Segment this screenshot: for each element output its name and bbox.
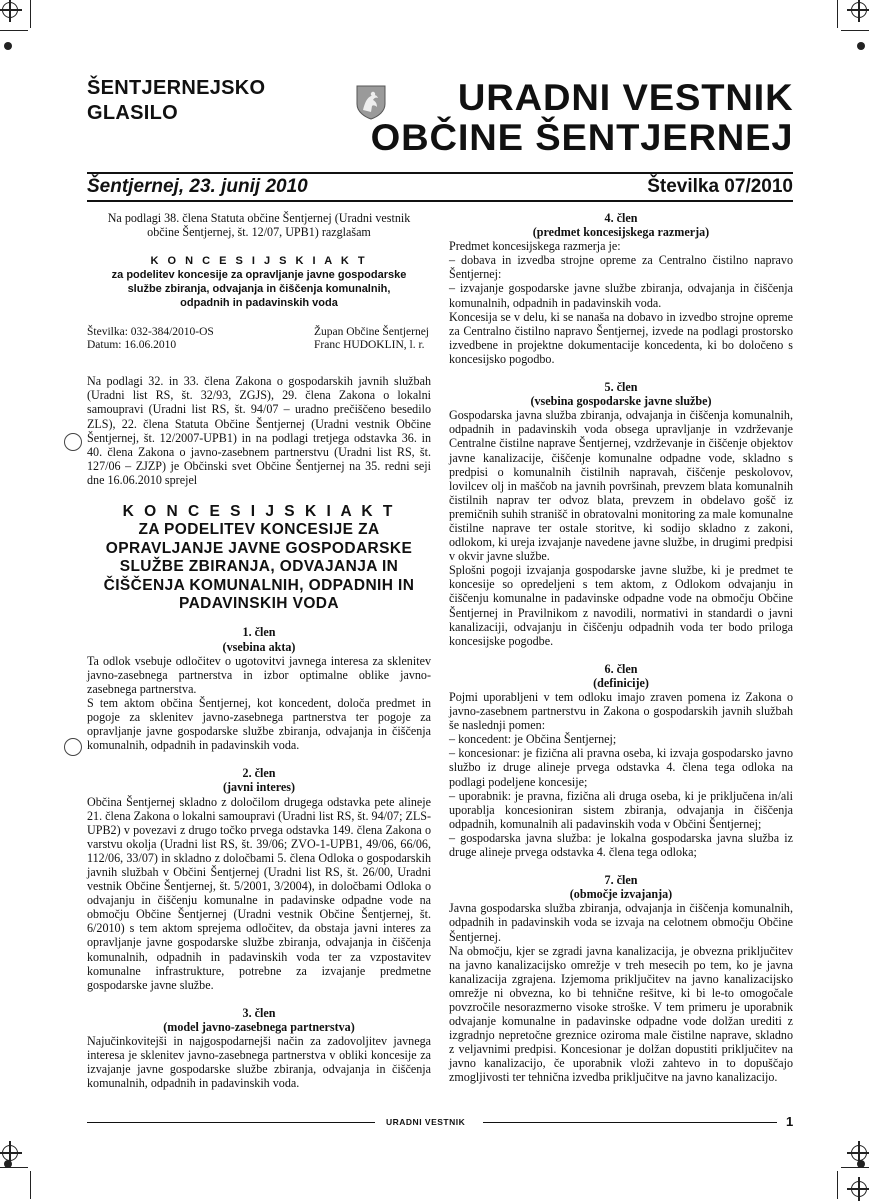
mayor-name: Franc HUDOKLIN, l. r.: [314, 339, 425, 352]
article-1-paragraph: S tem aktom občina Šentjernej, kot koncedent, določa predmet in pogoje za sklenitev javno-zasebnega partnerstva ter pogoje za opravljanje javne gospodarske službe zbiranja, odvajanja in čiščenja komunalnih, odpadnih in padavinskih voda.: [87, 695, 431, 753]
article-4-paragraph: – izvajanje gospodarske javne službe zbiranja, odvajanja in čiščenja komunalnih, odpadnih in padavinskih voda.: [449, 281, 793, 310]
article-5-paragraph: Splošni pogoji izvajanja gospodarske javne službe, ki je predmet te koncesije so opredeljeni s tem aktom, z Odlokom odvajanju in čiščenju komunalne in padavinske odpadne vode na območju Občine Šentjernej in Pravilnikom z navodili, normativi in standardi o javni kanalizaciji, odvajanju in čiščenju odpadnih voda ter bodo priloga koncesijske pogodbe.: [449, 563, 793, 648]
article-7-paragraph: Javna gospodarska služba zbiranja, odvajanja in čiščenja komunalnih, odpadnih in padavinskih voda se izvaja na celotnem območju Občine Šentjernej.: [449, 901, 793, 944]
page-number: 1: [786, 1114, 794, 1129]
crop-mark: [30, 0, 31, 28]
article-6-paragraph: – koncesionar: je fizična ali pravna oseba, ki izvaja gospodarsko javno službo iz druge alineje prvega odstavka 4. člena tega odloka na podlagi podeljene koncesije;: [449, 746, 793, 789]
masthead-title: [370, 78, 793, 158]
registration-mark-icon: [851, 1181, 867, 1197]
article-4-paragraph: Predmet koncesijskega razmerja je:: [449, 239, 621, 254]
registration-mark-icon: [2, 2, 18, 18]
article-1-number: 1. člen: [242, 625, 276, 640]
crop-mark: [841, 1167, 869, 1168]
crop-mark: [0, 1167, 28, 1168]
footer-rule-left: [87, 1122, 375, 1123]
registration-dot-icon: [4, 1160, 12, 1168]
article-7-number: 7. člen: [604, 873, 638, 888]
crop-mark: [30, 1171, 31, 1199]
masthead-title-line2: OBČINE ŠENTJERNEJ: [370, 117, 793, 158]
article-6-heading: (definicije): [593, 675, 649, 690]
masthead-subtitle-line2: GLASILO: [87, 102, 178, 124]
dateline: Šentjernej, 23. junij 2010: [87, 176, 308, 197]
article-5-paragraph: Gospodarska javna služba zbiranja, odvajanja in čiščenja komunalnih, odpadnih in padavinskih voda obsega upravljanje in vzdrževanje Centralne čistilne naprave Šentjernej, vzdrževanje in čiščenje objektov javne kanalizacije, čiščenje komunalne odpadne vode, skladno s predpisi o komunalnih čistilnih napravah, čiščenje peskolovov, lovilcev olj in maščob na javnih površinah, prevzem blata komunalnih čistilnih naprav ter odvoz blata, prevzem in obdelavo gošč iz premičnih suhih stranišč in obratovalni monitoring za male komunalne čistilne naprave ter ostale storitve, ki sodijo skladno z zakoni, odlokom, ki ureja izvajanje navedene javne službe, in drugimi predpisi v okvir javne službe.: [449, 408, 793, 564]
signature-block: [87, 326, 431, 352]
registration-mark-icon: [851, 2, 867, 18]
reference-date: Datum: 16.06.2010: [87, 339, 177, 352]
act-heading-small: K O N C E S I J S K I A K T: [150, 255, 368, 268]
masthead-rule: [87, 172, 793, 174]
crop-mark: [841, 30, 869, 31]
promulgation-intro: Na podlagi 38. člena Statuta občine Šentjernej (Uradni vestnik občine Šentjernej, št. 12/07, UPB1) razglašam: [107, 211, 411, 240]
right-column: [449, 211, 793, 1085]
registration-dot-icon: [4, 42, 12, 50]
registration-mark-icon: [851, 1145, 867, 1161]
article-5-number: 5. člen: [604, 380, 638, 395]
legal-basis-paragraph: Na podlagi 32. in 33. člena Zakona o gospodarskih javnih službah (Uradni list RS, št. 32/93, ZGJS), 29. člena Zakona o lokalni samoupravi (Uradni list RS, št. 94/07 – uradno prečiščeno besedilo ZLS), 22. člena Statuta Občine Šentjernej (Uradni vestnik Občine Šentjernej, št. 12/2007-UPB1) in na podlagi tretjega odstavka 36. in 40. člena Zakona o javno-zasebnem partnerstvu (Uradni list RS, št. 127/06 – ZJZP) je Občinski svet Občine Šentjernej na 35. redni seji dne 16.06.2010 sprejel: [87, 374, 431, 487]
crop-mark: [837, 1171, 838, 1199]
article-4-number: 4. člen: [604, 211, 638, 225]
article-3-paragraph: Najučinkovitejši in najgospodarnejši način za zadovoljitev javnega interesa je sklenitev javno-zasebnega partnerstva v obliki koncesije za izvajanje javne gospodarske službe zbiranja, odvajanja in čiščenja komunalnih, odpadnih in padavinskih voda.: [87, 1034, 431, 1091]
mayor-signature: [314, 326, 429, 352]
dateline-rule: [87, 200, 793, 202]
article-3-number: 3. člen: [242, 1005, 276, 1020]
article-7-heading: (območje izvajanja): [569, 887, 673, 902]
act-main-title-line1: K O N C E S I J S K I A K T: [122, 503, 396, 521]
article-5-heading: (vsebina gospodarske javne službe): [530, 394, 712, 409]
footer-rule-right: [483, 1122, 777, 1123]
mayor-title: Župan Občine Šentjernej: [314, 326, 429, 339]
article-2-number: 2. člen: [242, 766, 276, 781]
masthead-subtitle-line1: ŠENTJERNEJSKO: [87, 77, 266, 99]
act-subheading-small: za podelitev koncesije za opravljanje javne gospodarske službe zbiranja, odvajanja in čiščenja komunalnih, odpadnih in padavinskih voda: [111, 269, 407, 310]
article-2-paragraph: Občina Šentjernej skladno z določilom drugega odstavka pete alineje 21. člena Zakona o lokalni samoupravi (Uradni list RS, št. 94/07; ZLS-UPB2) v povezavi z drugo točko prvega odstavka 149. člena Zakona o varstvu okolja (Uradni list RS, št. 39/06; ZVO-1-UPB1, 49/06, 66/06, 112/06, 33/07) in skladno z določbami 5. člena Odloka o gospodarskih javnih službah v Občini Šentjernej (Uradni list RS, št. 26/00, Uradni vestnik Občine Šentjernej, št. 5/2001, 3/2004), in določbami Odloka o odvajanju in čiščenju komunalne in padavinske odpadne vode na območju Občine Šentjernej (Uradni vestnik Občine Šentjernej, št. 6/2010) s tem aktom sprejema odločitev, da obstaja javni interes za opravljanje javne gospodarske službe zbiranja, odvajanja in čiščenja komunalnih, odpadnih in padavinskih voda ter za vzpostavitev komunalne infrastrukture, potrebne za izvajanje predmetne gospodarske javne službe.: [87, 794, 431, 992]
left-column: [87, 211, 431, 1090]
crop-mark: [837, 0, 838, 28]
punch-hole-icon: [64, 433, 82, 451]
article-7-paragraph: Na območju, kjer se zgradi javna kanalizacija, je obvezna priključitev na javno kanalizacijsko omrežje v treh mesecih po tem, ko je javna kanalizacija zgrajena. Izjemoma priključitev na javno kanalizacijsko omrežje ni obvezna, ko bi tehnične rešitve, ki bi le-to omogočale povzročile nesorazmerno visoke stroške. V tem primeru je uporabnik odvajanje komunalne in padavinske odpadne vode dolžan urediti z izgradnjo nepretočne greznice oziroma male čistilne naprave, skladno z veljavnimi predpisi. Koncesionar je dolžan dopustiti priključitev na javno kanalizacijo, če uporabnik vloži zahtevo in to dopuščajo zmogljivosti ter tehnična izvedba priključitve na javno kanalizacijo.: [449, 943, 793, 1085]
article-6-paragraph: Pojmi uporabljeni v tem odloku imajo zraven pomena iz Zakona o javno-zasebnem partnerstvu in Zakona o gospodarskih javnih službah še naslednji pomen:: [449, 690, 793, 733]
article-4-paragraph: Koncesija se v delu, ki se nanaša na dobavo in izvedbo strojne opreme za Centralno čistilno napravo Šentjernej, izvede na podlagi prostorsko izvedbene in projektne dokumentacije koncedenta, ki bo določeno s koncesijsko pogodbo.: [449, 309, 793, 366]
registration-dot-icon: [857, 1160, 865, 1168]
footer-label: URADNI VESTNIK: [386, 1117, 466, 1127]
document-reference: [87, 326, 214, 352]
masthead-subtitle: [87, 76, 265, 126]
act-main-title-line2: ZA PODELITEV KONCESIJE ZA OPRAVLJANJE JAVNE GOSPODARSKE SLUŽBE ZBIRANJA, ODVAJANJA IN ČIŠČENJA KOMUNALNIH, ODPADNIH IN PADAVINSKIH VODA: [103, 521, 415, 613]
article-4-heading: (predmet koncesijskega razmerja): [532, 225, 710, 240]
reference-number: Številka: 032-384/2010-OS: [87, 326, 214, 339]
act-main-title: [87, 503, 431, 613]
registration-dot-icon: [857, 42, 865, 50]
article-6-paragraph: – uporabnik: je pravna, fizična ali druga oseba, ki je priključena in/ali uporablja koncesioniran sistem zbiranja, odvajanja in čiščenja odpadnih, komunalnih ali padavinskih voda v Občini Šentjernej;: [449, 788, 793, 831]
article-6-paragraph: – koncedent: je Občina Šentjernej;: [449, 732, 617, 747]
article-2-heading: (javni interes): [223, 780, 295, 795]
article-6-number: 6. člen: [604, 661, 638, 676]
article-3-heading: (model javno-zasebnega partnerstva): [163, 1019, 355, 1034]
issue-number: Številka 07/2010: [647, 176, 793, 197]
crop-mark: [0, 30, 28, 31]
article-6-paragraph: – gospodarska javna služba: je lokalna gospodarska javna služba iz druge alineje prvega odstavka 4. člena tega odloka;: [449, 830, 793, 860]
registration-mark-icon: [2, 1145, 18, 1161]
article-4-paragraph: – dobava in izvedba strojne opreme za Centralno čistilno napravo Šentjernej:: [449, 253, 793, 282]
article-1-paragraph: Ta odlok vsebuje odločitev o ugotovitvi javnega interesa za sklenitev javno-zasebnega partnerstva in izbor optimalne oblike javno-zasebnega partnerstva.: [87, 653, 431, 696]
article-1-heading: (vsebina akta): [222, 639, 296, 654]
masthead-title-line1: URADNI VESTNIK: [457, 77, 793, 118]
punch-hole-icon: [64, 738, 82, 756]
